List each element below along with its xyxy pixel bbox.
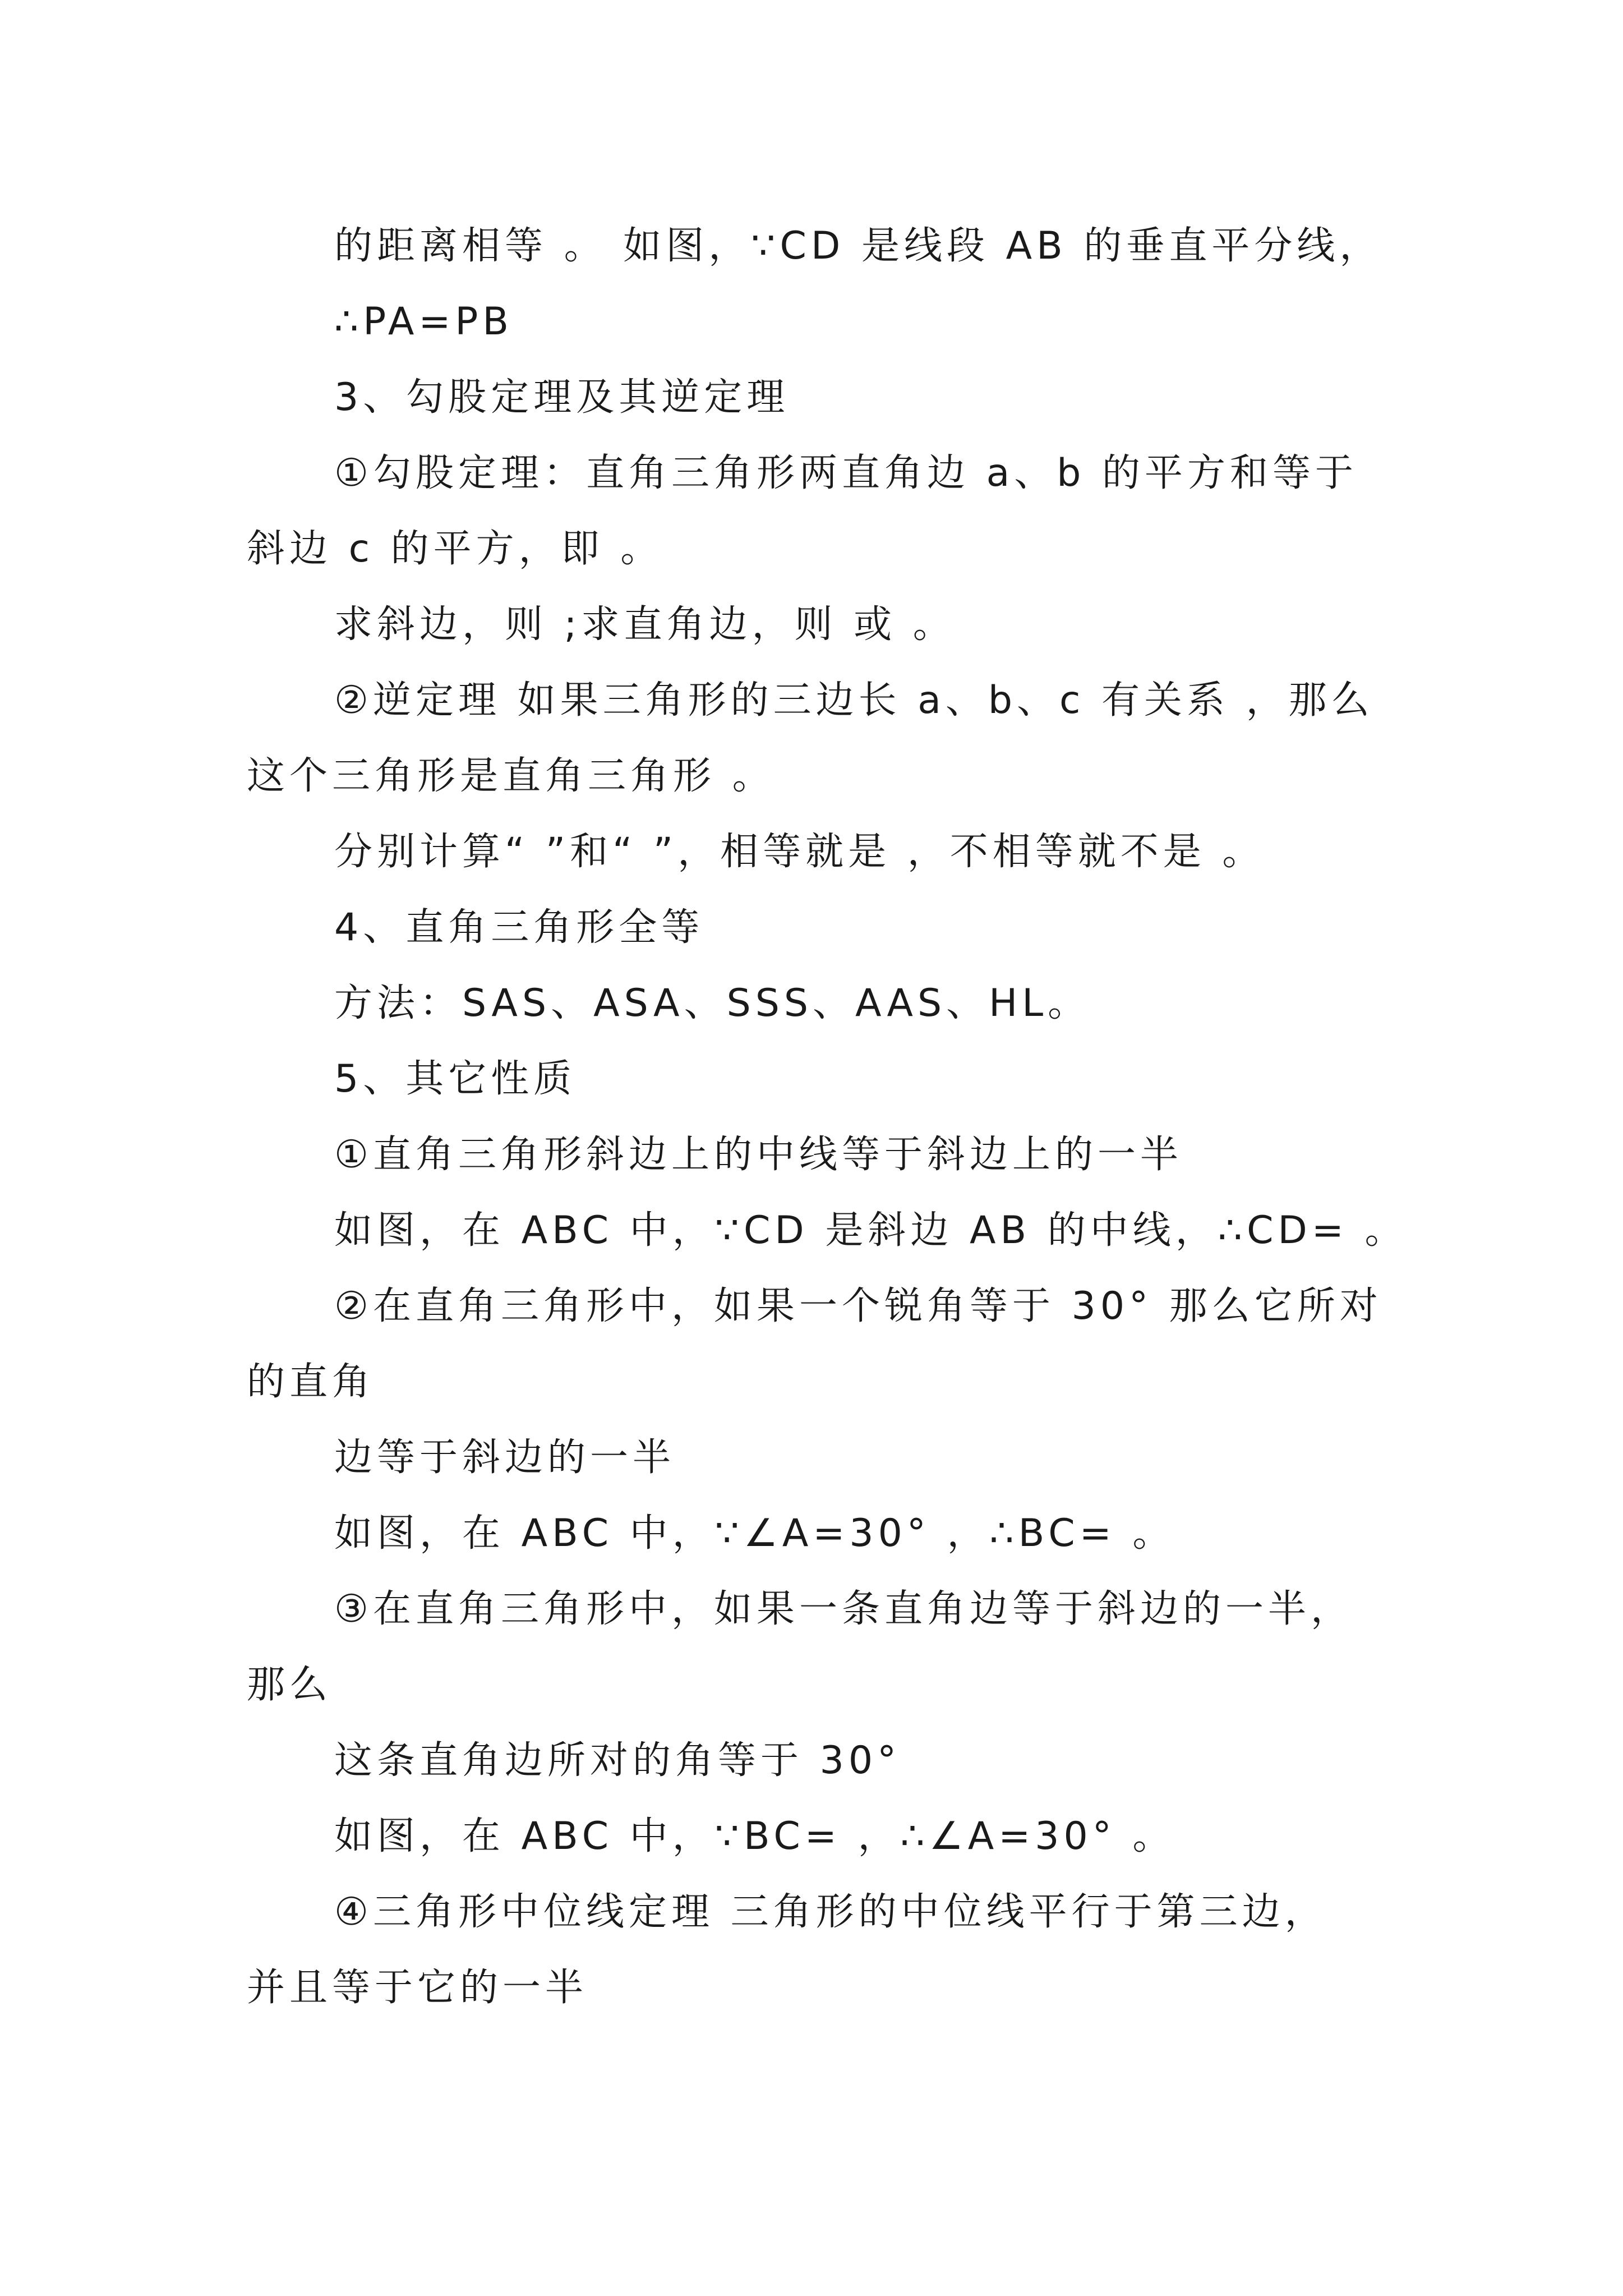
text-line: 这个三角形是直角三角形 。 (247, 754, 775, 798)
text-line: ①直角三角形斜边上的中线等于斜边上的一半 (334, 1133, 1183, 1177)
text-line: ②逆定理 如果三角形的三边长 a、b、c 有关系 ，那么 (334, 678, 1374, 723)
text-line: 这条直角边所对的角等于 30° (334, 1738, 901, 1783)
text-line: 的距离相等 。 如图，∵CD 是线段 AB 的垂直平分线， (334, 224, 1382, 268)
text-line: 斜边 c 的平方，即 。 (247, 527, 663, 571)
text-line: 如图，在 ABC 中，∵CD 是斜边 AB 的中线，∴CD= 。 (334, 1208, 1408, 1253)
text-line: 边等于斜边的一半 (334, 1435, 676, 1480)
text-line: 并且等于它的一半 (247, 1966, 588, 2010)
section-heading: 4、直角三角形全等 (334, 905, 704, 950)
text-line: 分别计算“ ”和“ ”，相等就是 ，不相等就不是 。 (334, 830, 1265, 874)
text-line: 那么 (247, 1663, 333, 1707)
text-line: ②在直角三角形中，如果一个锐角等于 30° 那么它所对 (334, 1284, 1382, 1328)
text-line: 如图，在 ABC 中，∵∠A=30° ，∴BC= 。 (334, 1511, 1175, 1556)
text-line: 方法：SAS、ASA、SSS、AAS、HL。 (334, 981, 1091, 1025)
text-line: ③在直角三角形中，如果一条直角边等于斜边的一半， (334, 1587, 1353, 1631)
text-line: 的直角 (247, 1360, 375, 1404)
text-line: ∴PA=PB (334, 300, 514, 344)
text-line: ①勾股定理：直角三角形两直角边 a、b 的平方和等于 (334, 451, 1358, 495)
section-heading: 5、其它性质 (334, 1057, 577, 1101)
section-heading: 3、勾股定理及其逆定理 (334, 375, 790, 420)
text-line: ④三角形中位线定理 三角形的中位线平行于第三边， (334, 1890, 1327, 1934)
text-line: 如图，在 ABC 中，∵BC= ，∴∠A=30° 。 (334, 1814, 1175, 1858)
text-line: 求斜边，则 ;求直角边，则 或 。 (334, 602, 956, 647)
